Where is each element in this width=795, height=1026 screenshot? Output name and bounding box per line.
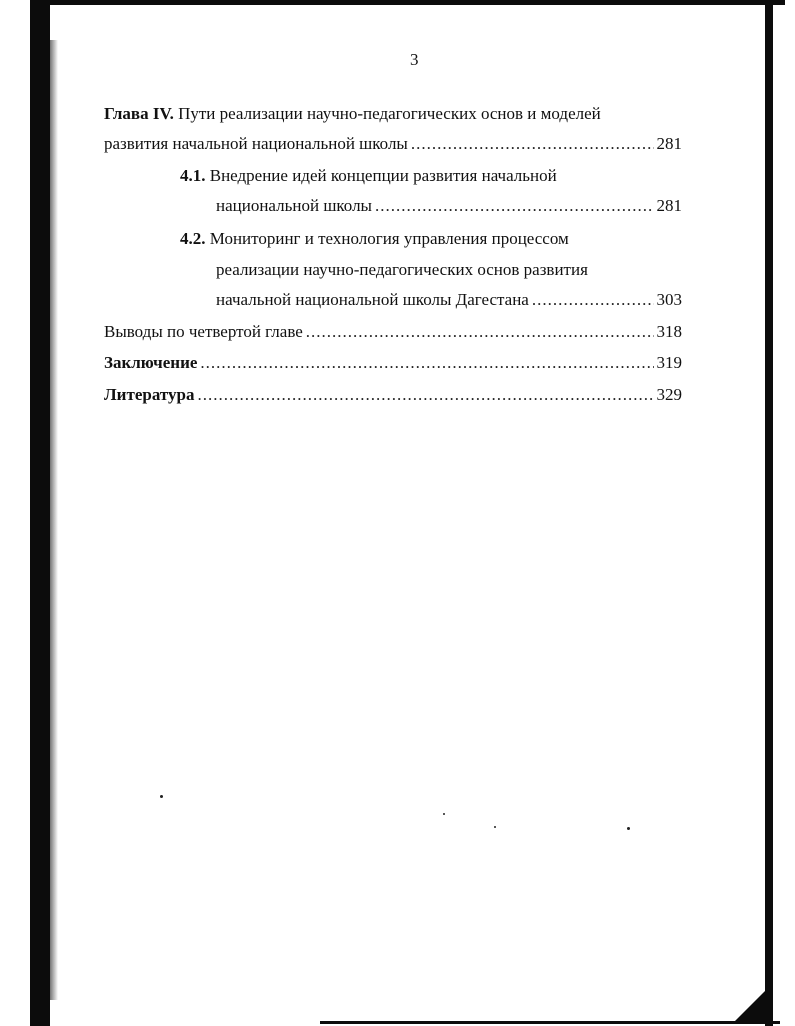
section-title: Мониторинг и технология управления процессом	[209, 229, 569, 248]
scan-border-top	[40, 0, 785, 5]
scan-speck	[627, 827, 630, 830]
page-reference: 281	[656, 196, 682, 215]
leader-dots	[375, 196, 654, 216]
section-title-continued: начальной национальной школы Дагестана	[216, 290, 529, 309]
entry-title: Заключение	[104, 353, 198, 372]
scan-speck	[494, 826, 496, 828]
toc-entry-section41-line1	[180, 166, 557, 186]
chapter-title: Пути реализации научно-педагогических основ и моделей	[178, 104, 601, 123]
toc-entry-section42-line2	[216, 260, 588, 280]
leader-dots	[197, 385, 653, 405]
toc-entry-conclusions4	[104, 322, 682, 344]
section-label: 4.2.	[180, 229, 206, 248]
leader-dots	[411, 134, 654, 154]
toc-entry-section42-line1	[180, 229, 569, 249]
toc-entry-section41-line2	[216, 196, 682, 218]
page-reference: 281	[656, 134, 682, 153]
scan-corner	[735, 991, 765, 1021]
scan-border-bottom	[320, 1021, 780, 1024]
page-number: 3	[410, 50, 419, 69]
scan-border-right	[765, 0, 773, 1026]
entry-title: Литература	[104, 385, 195, 404]
page-reference: 303	[656, 290, 682, 309]
leader-dots	[306, 322, 654, 342]
section-title-continued: реализации научно-педагогических основ развития	[216, 260, 588, 279]
section-title: Внедрение идей концепции развития начальной	[209, 166, 557, 185]
page-reference: 318	[656, 322, 682, 341]
toc-entry-conclusion	[104, 353, 682, 375]
leader-dots	[200, 353, 653, 373]
section-title-continued: национальной школы	[216, 196, 372, 215]
chapter-label: Глава IV.	[104, 104, 174, 123]
toc-entry-section42-line3	[216, 290, 682, 312]
chapter-title-continued: развития начальной национальной школы	[104, 134, 408, 153]
page-reference: 319	[656, 353, 682, 372]
scan-speck	[443, 813, 445, 815]
section-label: 4.1.	[180, 166, 206, 185]
entry-title: Выводы по четвертой главе	[104, 322, 303, 341]
scan-streak	[50, 40, 58, 1000]
scan-speck	[160, 795, 163, 798]
toc-entry-chapter4-line1	[104, 104, 601, 124]
leader-dots	[532, 290, 654, 310]
toc-entry-chapter4-line2	[104, 134, 682, 156]
page-reference: 329	[656, 385, 682, 404]
toc-entry-literature	[104, 385, 682, 407]
scan-border-left	[30, 0, 50, 1026]
